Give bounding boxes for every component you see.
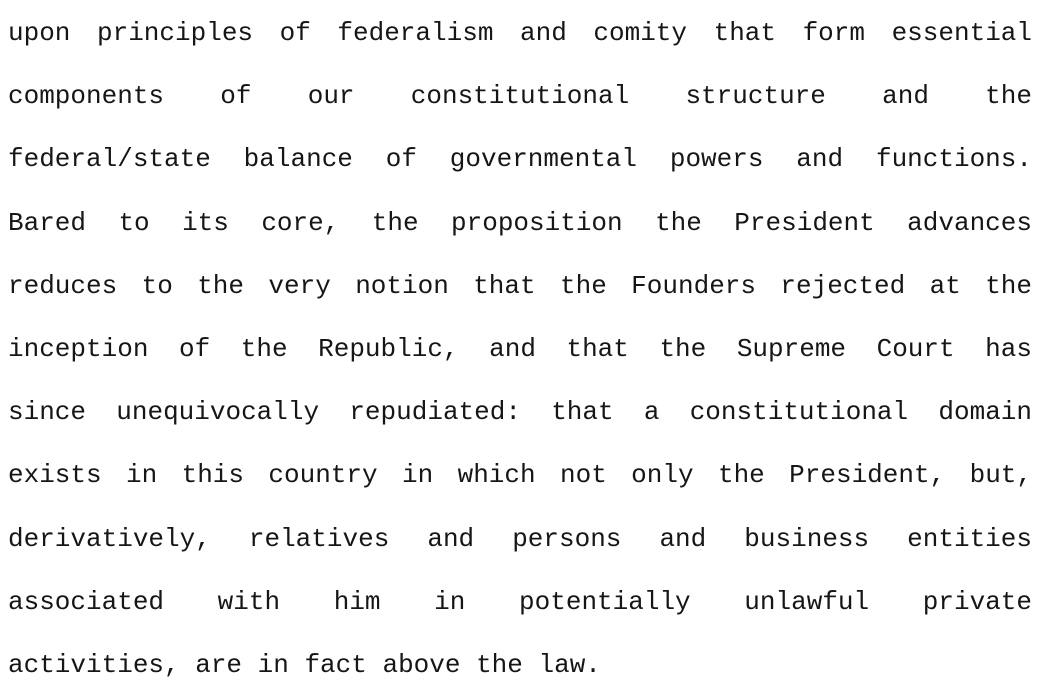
text-line: since unequivocally repudiated: that a constitutional domain xyxy=(8,397,1032,428)
text-line: federal/state balance of governmental powers and functions. xyxy=(8,144,1032,175)
text-line: derivatively, relatives and persons and business entities xyxy=(8,523,1032,554)
text-line: exists in this country in which not only the President, but, xyxy=(8,460,1032,491)
paragraph-body xyxy=(8,2,1032,696)
text-line: associated with him in potentially unlawful private xyxy=(8,586,1032,617)
text-line: Bared to its core, the proposition the President advances xyxy=(8,207,1032,238)
text-line: upon principles of federalism and comity that form essential xyxy=(8,18,1032,48)
text-line: reduces to the very notion that the Founders rejected at the xyxy=(8,270,1032,301)
text-line: inception of the Republic, and that the Supreme Court has xyxy=(8,333,1032,364)
text-line: activities, are in fact above the law. xyxy=(8,649,601,680)
text-line: components of our constitutional structure and the xyxy=(8,81,1032,112)
